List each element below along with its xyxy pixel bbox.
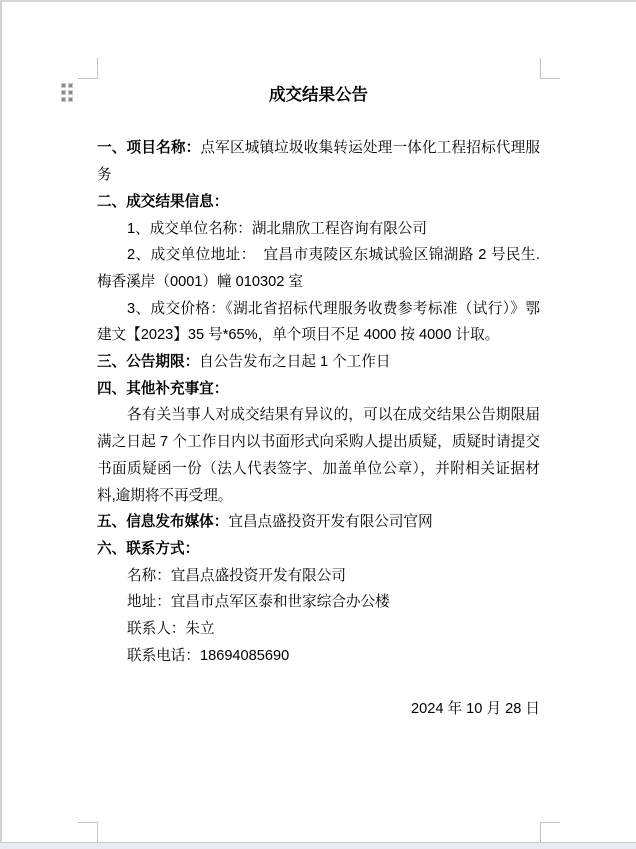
para-contact-name[interactable] — [97, 563, 540, 590]
para-contact-person[interactable] — [97, 616, 540, 643]
para-contact-address[interactable] — [97, 589, 540, 616]
heading-contact: 六、联系方式： — [97, 540, 200, 557]
document-date[interactable]: 2024 年 10 月 28 日 — [411, 701, 540, 718]
drag-handle-icon[interactable] — [62, 84, 72, 101]
heading-supplementary: 四、其他补充事宜： — [97, 380, 229, 397]
para-supplementary-heading[interactable] — [97, 376, 540, 403]
app-background-strip — [0, 842, 636, 849]
margin-crop-mark-top-right-icon — [540, 58, 560, 79]
para-winner-address[interactable] — [97, 242, 540, 295]
para-contact-phone[interactable] — [97, 643, 540, 670]
value-project-name: 点军区城镇垃圾收集转运处理一体化工程招标代理服务 — [97, 140, 540, 184]
heading-publish-media: 五、信息发布媒体： — [97, 514, 229, 531]
heading-project-name: 一、项目名称： — [97, 140, 201, 157]
document-title[interactable]: 成交结果公告 — [269, 86, 368, 104]
value-winner-address: 2、成交单位地址： 宜昌市夷陵区东城试验区锦湖路 2 号民生.梅香溪岸（0001）幢 010302 室 — [97, 247, 540, 290]
margin-crop-mark-bottom-left-icon — [78, 822, 98, 843]
para-project-name[interactable] — [97, 135, 540, 188]
margin-crop-mark-bottom-right-icon — [540, 822, 560, 843]
para-result-info-heading[interactable] — [97, 189, 540, 216]
para-contact-heading[interactable] — [97, 536, 540, 563]
value-announcement-period: 自公告发布之日起 1 个工作日 — [199, 354, 391, 371]
heading-announcement-period: 三、公告期限： — [97, 354, 200, 371]
value-contact-name: 名称：宜昌点盛投资开发有限公司 — [127, 567, 346, 584]
value-contact-address: 地址：宜昌市点军区泰和世家综合办公楼 — [127, 594, 390, 611]
para-deal-price[interactable] — [97, 296, 540, 349]
margin-crop-mark-top-left-icon — [78, 58, 98, 79]
para-winner-name[interactable] — [97, 216, 540, 243]
value-contact-phone: 联系电话：18694085690 — [127, 647, 290, 664]
para-objection-notice[interactable] — [97, 402, 540, 509]
document-body[interactable] — [97, 82, 540, 723]
value-publish-media: 宜昌点盛投资开发有限公司官网 — [228, 514, 433, 531]
para-announcement-period[interactable] — [97, 349, 540, 376]
value-winner-name: 1、成交单位名称：湖北鼎欣工程咨询有限公司 — [127, 220, 427, 237]
value-deal-price: 3、成交价格：《湖北省招标代理服务收费参考标准（试行）》鄂建文【2023】35 号*65%，单个项目不足 4000 按 4000 计取。 — [97, 300, 540, 344]
para-publish-media[interactable] — [97, 509, 540, 536]
value-contact-person: 联系人：朱立 — [127, 621, 215, 638]
heading-result-info: 二、成交结果信息： — [97, 193, 229, 210]
value-objection-notice: 各有关当事人对成交结果有异议的，可以在成交结果公告期限届满之日起 7 个工作日内以书面形式向采购人提出质疑，质疑时请提交书面质疑函一份（法人代表签字、加盖单位公章），并附相关证据材料,逾期将不再受理。 — [97, 407, 540, 504]
